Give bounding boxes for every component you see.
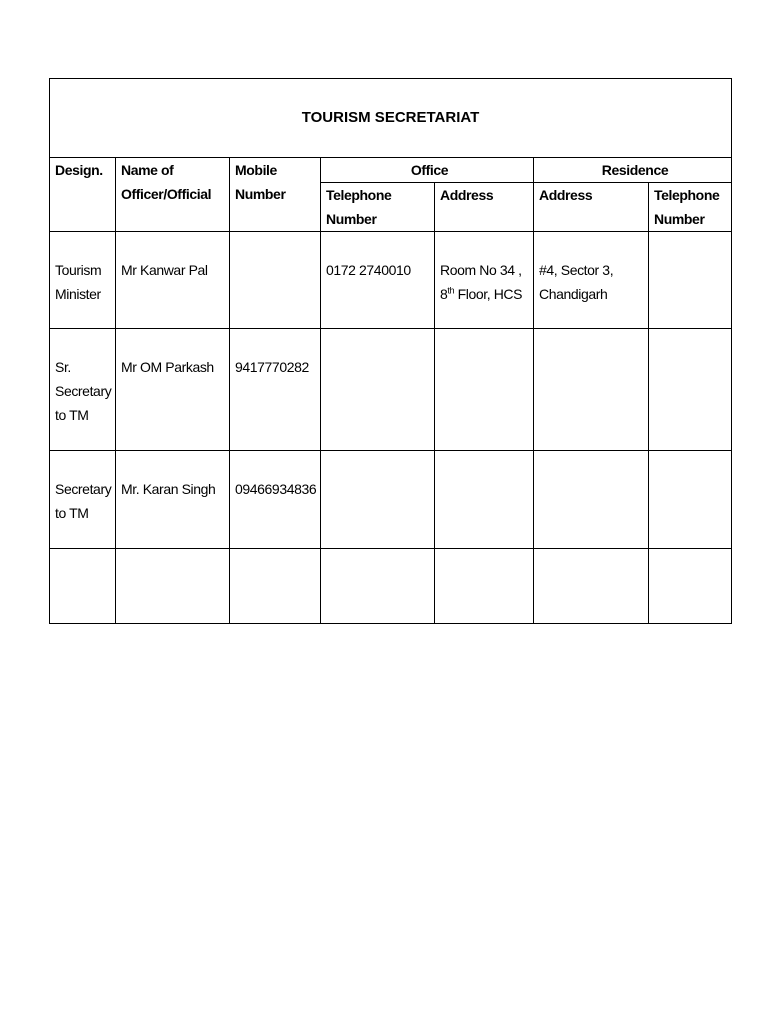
cell-residence-address (534, 549, 649, 624)
header-residence-address: Address (534, 183, 649, 232)
cell-office-address (435, 329, 534, 451)
cell-mobile (230, 549, 321, 624)
cell-residence-address (534, 329, 649, 451)
cell-mobile (230, 232, 321, 329)
header-office-telephone: Telephone Number (321, 183, 435, 232)
cell-designation: Secretary to TM (50, 451, 116, 549)
cell-office-telephone (321, 549, 435, 624)
cell-office-telephone (321, 329, 435, 451)
cell-designation: Tourism Minister (50, 232, 116, 329)
cell-name: Mr Kanwar Pal (116, 232, 230, 329)
cell-residence-address (534, 451, 649, 549)
cell-residence-telephone (649, 549, 732, 624)
cell-residence-address: #4, Sector 3, Chandigarh (534, 232, 649, 329)
cell-name (116, 549, 230, 624)
tourism-secretariat-table (49, 78, 732, 624)
cell-office-address (435, 451, 534, 549)
header-residence-telephone: Telephone Number (649, 183, 732, 232)
table-row (50, 549, 732, 624)
header-office-address: Address (435, 183, 534, 232)
document-title: TOURISM SECRETARIAT (50, 79, 732, 158)
cell-office-telephone: 0172 2740010 (321, 232, 435, 329)
cell-residence-telephone (649, 329, 732, 451)
cell-office-address (435, 549, 534, 624)
header-mobile: Mobile Number (230, 158, 321, 232)
header-name: Name of Officer/Official (116, 158, 230, 232)
cell-name: Mr OM Parkash (116, 329, 230, 451)
cell-residence-telephone (649, 451, 732, 549)
cell-mobile: 09466934836 (230, 451, 321, 549)
cell-designation: Sr. Secretary to TM (50, 329, 116, 451)
cell-mobile: 9417770282 (230, 329, 321, 451)
table-row (50, 451, 732, 549)
table-row (50, 232, 732, 329)
header-designation: Design. (50, 158, 116, 232)
cell-residence-telephone (649, 232, 732, 329)
cell-name: Mr. Karan Singh (116, 451, 230, 549)
table-row (50, 329, 732, 451)
header-office: Office (321, 158, 534, 183)
cell-office-address: Room No 34 , 8th Floor, HCS (435, 232, 534, 329)
header-residence: Residence (534, 158, 732, 183)
cell-designation (50, 549, 116, 624)
cell-office-telephone (321, 451, 435, 549)
